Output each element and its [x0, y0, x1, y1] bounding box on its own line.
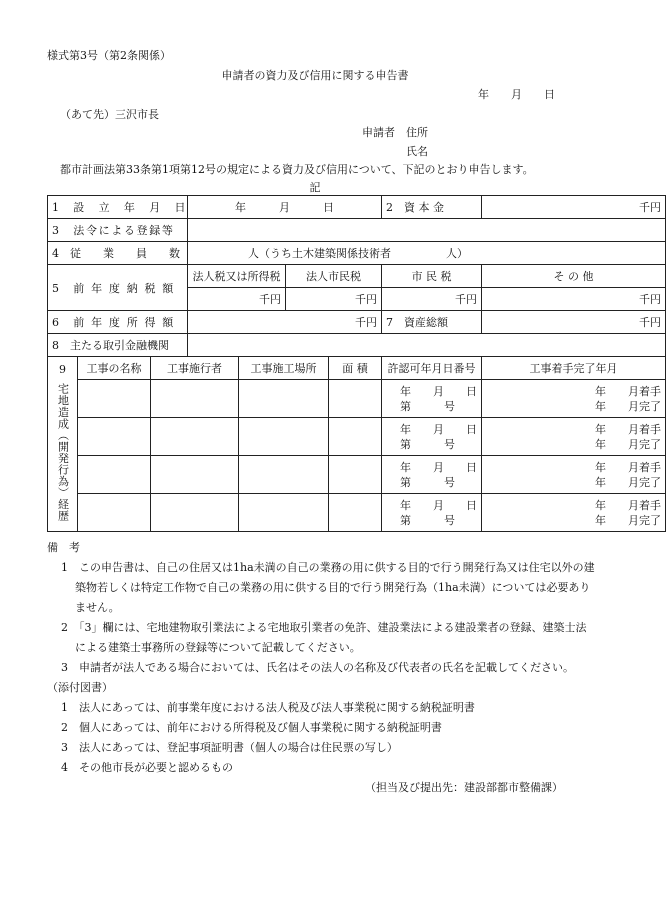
permit-date: 年 月 日: [400, 384, 478, 398]
permit-date: 年 月 日: [400, 460, 478, 474]
permit-cell: [382, 380, 482, 418]
note-2: 2 「3」欄には、宅地建物取引業法による宅地取引業者の免許、建設業法による建設業者の登録、建築士法による建築士事務所の登録等について記載してください。: [61, 621, 587, 654]
row-history-header: [48, 357, 666, 380]
history-row: [48, 418, 666, 456]
history-cell: [329, 380, 382, 418]
tax-label: 5 前 年 度 納 税 額: [48, 265, 188, 311]
row-established: [48, 196, 666, 219]
registration-value: [188, 219, 666, 242]
row-bank: [48, 334, 666, 357]
form-title: 申請者の資力及び信用に関する申告書: [221, 69, 409, 82]
period-end: 年 月完了: [595, 399, 662, 413]
permit-cell: [382, 494, 482, 532]
history-row: [48, 494, 666, 532]
history-cell: [78, 380, 151, 418]
attachment-4: 4 その他市長が必要と認めるもの: [61, 761, 233, 774]
history-cell: [329, 418, 382, 456]
tax-other-value: 千円: [482, 288, 666, 311]
history-cell: [151, 456, 239, 494]
bank-label: 8 主たる取引金融機関: [48, 334, 188, 357]
employees-label: 4 従 業 員 数: [48, 242, 188, 265]
tax-corp-value: 千円: [188, 288, 286, 311]
permit-number: 第 号: [400, 437, 456, 451]
history-row: [48, 456, 666, 494]
period-end: 年 月完了: [595, 475, 662, 489]
bank-value: [188, 334, 666, 357]
history-number: 9: [59, 363, 66, 376]
period-cell: [482, 380, 666, 418]
history-col-period: 工事着手完了年月: [482, 357, 666, 380]
note-1: 1 この申告書は、自己の住居又は1ha未満の自己の業務の用に供する目的で行う開発行為又は住宅以外の建築物若しくは特定工作物で自己の業務の用に供する目的で行う開発行為（1ha未満）については必要ありません。: [61, 561, 595, 614]
period-cell: [482, 456, 666, 494]
permit-number: 第 号: [400, 399, 456, 413]
history-col-permit: 許認可年月日番号: [382, 357, 482, 380]
permit-cell: [382, 418, 482, 456]
income-label: 6 前 年 度 所 得 額: [48, 311, 188, 334]
history-cell: [78, 456, 151, 494]
tax-corp-header: 法人税又は所得税: [188, 265, 286, 288]
history-cell: [239, 418, 329, 456]
assets-label: 7 資産総額: [382, 311, 482, 334]
history-col-area: 面 積: [329, 357, 382, 380]
history-col-location: 工事施工場所: [239, 357, 329, 380]
form-number: 様式第3号（第2条関係）: [47, 49, 171, 62]
history-cell: [78, 494, 151, 532]
ki-label: 記: [309, 181, 321, 194]
date-line: 年 月 日: [478, 88, 555, 101]
permit-number: 第 号: [400, 475, 456, 489]
history-cell: [239, 494, 329, 532]
history-label: 宅地造成（開発行為）経歴: [56, 382, 70, 522]
history-cell: [151, 380, 239, 418]
assets-value: 千円: [482, 311, 666, 334]
addressee: （あて先）三沢市長: [60, 108, 159, 121]
history-cell: [329, 456, 382, 494]
history-col-contractor: 工事施行者: [151, 357, 239, 380]
income-value: 千円: [188, 311, 382, 334]
applicant-address-label: 申請者 住所: [362, 126, 428, 139]
tax-other-header: そ の 他: [482, 265, 666, 288]
tax-resident-value: 千円: [382, 288, 482, 311]
permit-number: 第 号: [400, 513, 456, 527]
tax-municipal-corp-value: 千円: [286, 288, 382, 311]
note-3: 3 申請者が法人である場合においては、氏名はその法人の名称及び代表者の氏名を記載してください。: [61, 661, 574, 674]
tax-municipal-corp-header: 法人市民税: [286, 265, 382, 288]
period-end: 年 月完了: [595, 437, 662, 451]
period-end: 年 月完了: [595, 513, 662, 527]
history-section: [48, 357, 78, 532]
history-cell: [151, 494, 239, 532]
row-registration: [48, 219, 666, 242]
history-col-name: 工事の名称: [78, 357, 151, 380]
attachment-3: 3 法人にあっては、登記事項証明書（個人の場合は住民票の写し）: [61, 741, 398, 754]
declaration-table: [47, 195, 666, 532]
attachment-2: 2 個人にあっては、前年における所得税及び個人事業税に関する納税証明書: [61, 721, 442, 734]
tax-resident-header: 市 民 税: [382, 265, 482, 288]
row-employees: [48, 242, 666, 265]
row-income: [48, 311, 666, 334]
period-cell: [482, 418, 666, 456]
period-cell: [482, 494, 666, 532]
history-cell: [329, 494, 382, 532]
notes-heading: 備 考: [47, 541, 80, 554]
employees-value: 人（うち土木建築関係技術者 人）: [188, 242, 666, 265]
established-label: 1 設 立 年 月 日: [48, 196, 188, 219]
permit-date: 年 月 日: [400, 422, 478, 436]
period-start: 年 月着手: [595, 422, 662, 436]
capital-label: 2 資 本 金: [382, 196, 482, 219]
history-row: [48, 380, 666, 418]
permit-date: 年 月 日: [400, 498, 478, 512]
attachments-heading: （添付図書）: [47, 681, 113, 694]
attachment-1: 1 法人にあっては、前事業年度における法人税及び法人事業税に関する納税証明書: [61, 701, 475, 714]
intro-text: 都市計画法第33条第1項第12号の規定による資力及び信用について、下記のとおり申告します。: [60, 163, 534, 176]
history-cell: [239, 456, 329, 494]
history-cell: [239, 380, 329, 418]
capital-value: 千円: [482, 196, 666, 219]
established-date: 年 月 日: [188, 196, 382, 219]
permit-cell: [382, 456, 482, 494]
history-cell: [78, 418, 151, 456]
period-start: 年 月着手: [595, 384, 662, 398]
contact-line: （担当及び提出先：建設部都市整備課）: [365, 781, 563, 794]
period-start: 年 月着手: [595, 498, 662, 512]
period-start: 年 月着手: [595, 460, 662, 474]
registration-label: 3 法令による登録等: [48, 219, 188, 242]
notes-section: [47, 538, 595, 798]
history-cell: [151, 418, 239, 456]
row-tax-header: [48, 265, 666, 288]
applicant-name-label: 氏名: [406, 145, 428, 158]
